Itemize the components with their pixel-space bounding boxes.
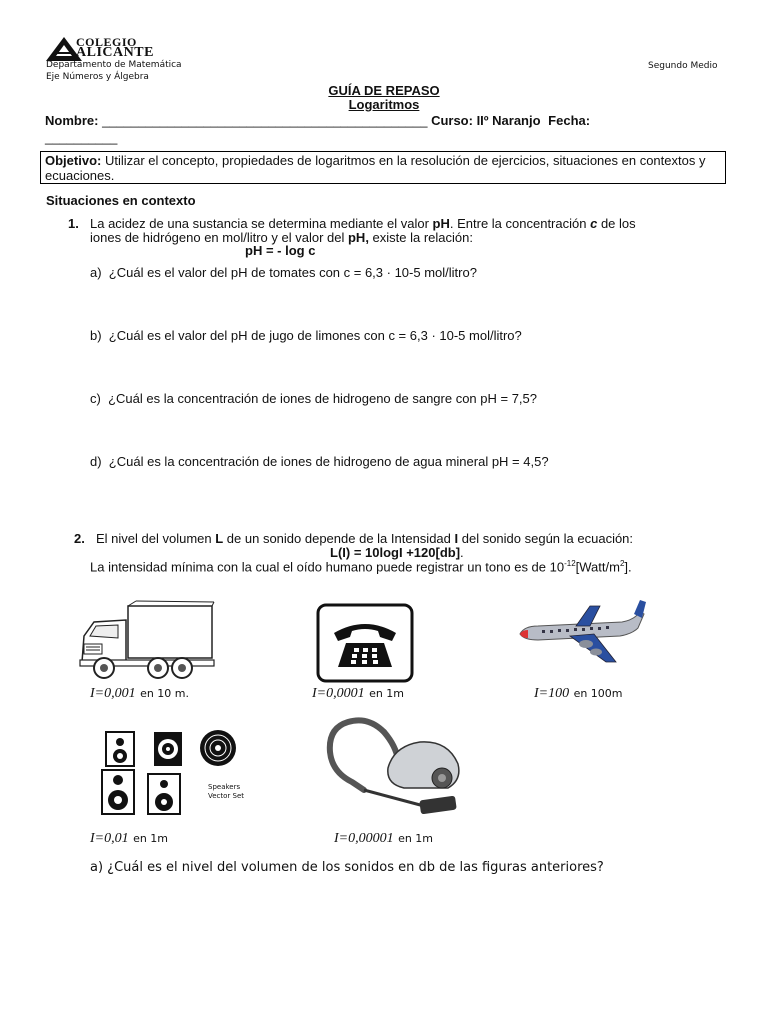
exponent: -12	[564, 559, 576, 568]
problem2-number: 2.	[74, 531, 85, 546]
speakers-label-line2: Vector Set	[208, 792, 245, 800]
question-letter: c)	[90, 391, 101, 406]
axis-label: Eje Números y Álgebra	[46, 72, 149, 82]
date-field[interactable]: __________	[45, 130, 118, 145]
intensity-text: La intensidad mínima con la cual el oído humano puede registrar un tono es de 10	[90, 559, 565, 575]
question-1c	[90, 391, 537, 406]
question-letter: b)	[90, 328, 102, 343]
question-letter: d)	[90, 454, 102, 469]
problem2-statement	[96, 531, 633, 546]
truck-intensity	[90, 684, 189, 702]
problem2-text: El nivel del volumen	[96, 531, 216, 546]
distance-caption: en 1m	[398, 832, 434, 845]
ph-term: pH,	[347, 230, 369, 245]
school-logo	[44, 36, 154, 62]
speakers-label-line1: Speakers	[208, 783, 241, 791]
course-label: Curso: IIº Naranjo	[431, 113, 541, 128]
date-label: Fecha:	[548, 113, 591, 128]
telephone-icon	[316, 603, 414, 683]
guide-title: GUÍA DE REPASO	[328, 83, 440, 98]
c-term: c	[590, 216, 598, 231]
problem2-text: de un sonido depende de la Intensidad	[223, 531, 455, 546]
question-1b	[90, 328, 522, 343]
level-label: Segundo Medio	[648, 61, 718, 71]
airplane-intensity	[534, 684, 623, 702]
student-info-line	[45, 113, 590, 128]
ph-term: pH	[432, 216, 450, 231]
intensity-text: ].	[624, 559, 632, 575]
objective-label: Objetivo:	[45, 153, 102, 168]
objective-text: Utilizar el concepto, propiedades de logaritmos en la resolución de ejercicios, situaciones en contextos y ecuaciones.	[45, 153, 706, 183]
i-term: I	[454, 531, 459, 546]
guide-subtitle: Logaritmos	[348, 97, 420, 112]
question-text: ¿Cuál es la concentración de iones de hidrogeno de sangre con pH = 7,5?	[108, 391, 538, 406]
question-text: ¿Cuál es el valor del pH de tomates con c = 6,3 · 10-5 mol/litro?	[108, 265, 477, 280]
question-2a: a) ¿Cuál es el nivel del volumen de los sonidos en db de las figuras anteriores?	[90, 860, 604, 875]
db-formula-line	[330, 545, 464, 560]
problem1-text: . Entre la concentración	[449, 216, 591, 231]
intensity-value: I=100	[534, 686, 570, 701]
airplane-icon	[516, 598, 646, 664]
vacuum-cleaner-icon	[324, 712, 468, 816]
formula-end: .	[460, 545, 464, 560]
min-intensity-line	[90, 559, 632, 574]
db-formula: L(I) = 10logI +120[db]	[330, 545, 461, 560]
speakers-label	[208, 783, 244, 801]
distance-caption: en 10 m.	[140, 687, 190, 700]
section-title: Situaciones en contexto	[46, 193, 196, 208]
speakers-icon	[98, 728, 248, 816]
intensity-value: I=0,00001	[334, 831, 394, 846]
school-name-line1: COLEGIO	[76, 35, 137, 49]
speakers-intensity	[90, 829, 168, 847]
department-label: Departamento de Matemática	[46, 60, 182, 70]
intensity-value: I=0,0001	[312, 686, 365, 701]
distance-caption: en 100m	[573, 687, 623, 700]
telephone-intensity	[312, 684, 404, 702]
question-text: ¿Cuál es la concentración de iones de hidrogeno de agua mineral pH = 4,5?	[108, 454, 549, 469]
intensity-value: I=0,01	[90, 831, 129, 846]
problem1-text: existe la relación:	[368, 230, 473, 245]
exponent: 2	[619, 559, 625, 568]
truck-icon	[78, 600, 216, 680]
question-1a	[90, 265, 477, 280]
question-1d	[90, 454, 549, 469]
distance-caption: en 1m	[369, 687, 405, 700]
intensity-text: [Watt/m	[575, 559, 620, 575]
name-field[interactable]: _____________________________________________	[102, 113, 428, 128]
distance-caption: en 1m	[133, 832, 169, 845]
problem1-number: 1.	[68, 216, 79, 231]
problem1-text: iones de hidrógeno en mol/litro y el valor del	[90, 230, 348, 245]
school-name-line2: ALICANTE	[76, 45, 154, 60]
problem1-statement	[90, 216, 730, 231]
question-text: ¿Cuál es el valor del pH de jugo de limones con c = 6,3 · 10-5 mol/litro?	[108, 328, 522, 343]
question-letter: a)	[90, 265, 102, 280]
l-term: L	[215, 531, 224, 546]
objective-box	[40, 151, 726, 184]
problem2-text: del sonido según la ecuación:	[458, 531, 634, 546]
problem1-text: de los	[597, 216, 636, 231]
vacuum-intensity	[334, 829, 433, 847]
ph-formula: pH = - log c	[245, 243, 316, 258]
name-label: Nombre:	[45, 113, 99, 128]
intensity-value: I=0,001	[90, 686, 136, 701]
problem1-text: La acidez de una sustancia se determina mediante el valor	[90, 216, 433, 231]
